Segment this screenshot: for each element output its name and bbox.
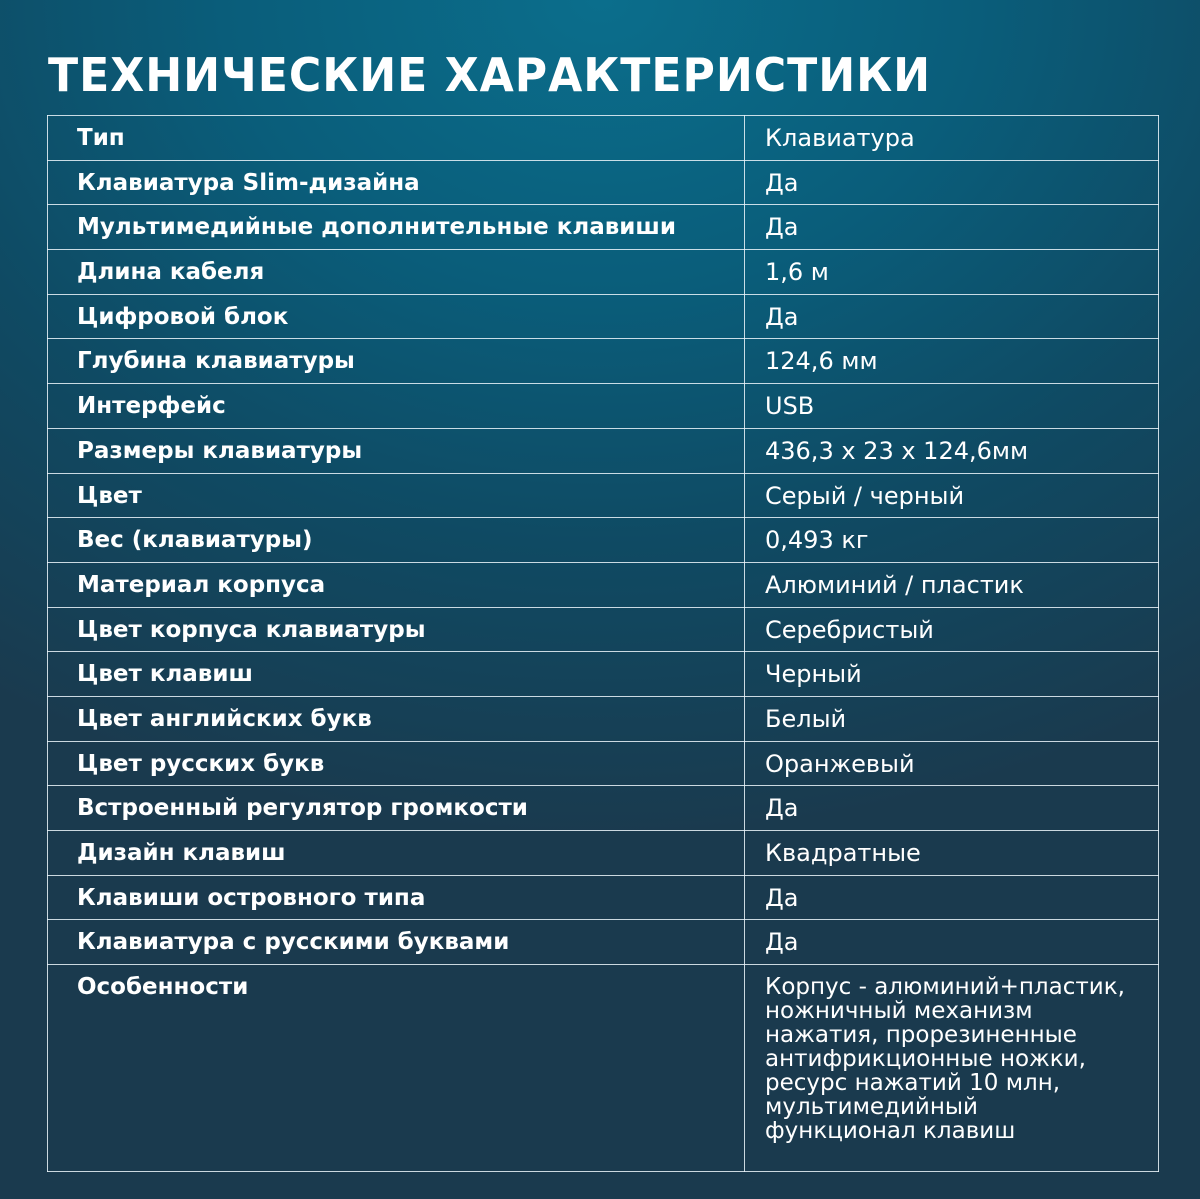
spec-value: Черный: [765, 660, 862, 689]
spec-value-cell: [745, 965, 1159, 1172]
spec-label-cell: [48, 518, 745, 563]
spec-value: Да: [765, 928, 799, 957]
spec-value: Да: [765, 883, 799, 912]
spec-value-cell: [745, 250, 1159, 295]
spec-row: [48, 339, 1159, 384]
spec-label: Клавиши островного типа: [77, 884, 426, 911]
spec-label: Глубина клавиатуры: [77, 348, 355, 375]
spec-row: [48, 786, 1159, 831]
spec-label-cell: [48, 652, 745, 697]
spec-label-cell: [48, 116, 745, 161]
spec-value: 436,3 x 23 x 124,6мм: [765, 436, 1029, 465]
spec-row: [48, 652, 1159, 697]
spec-label: Цвет корпуса клавиатуры: [77, 616, 426, 643]
spec-label-cell: [48, 920, 745, 965]
spec-row: [48, 607, 1159, 652]
spec-row: [48, 250, 1159, 295]
spec-label-cell: [48, 875, 745, 920]
spec-label-cell: [48, 428, 745, 473]
spec-row: [48, 294, 1159, 339]
spec-value-cell: [745, 741, 1159, 786]
spec-label: Дизайн клавиш: [77, 840, 286, 866]
spec-value: Серебристый: [765, 615, 934, 644]
spec-value: 0,493 кг: [765, 526, 869, 555]
spec-value-cell: [745, 428, 1159, 473]
spec-label-cell: [48, 831, 745, 876]
spec-label: Интерфейс: [77, 393, 226, 420]
spec-value: Алюминий / пластик: [765, 570, 1024, 599]
spec-value-cell: [745, 920, 1159, 965]
spec-value: Да: [765, 302, 799, 331]
spec-value: Да: [765, 794, 799, 823]
spec-value-cell: [745, 607, 1159, 652]
spec-label-cell: [48, 294, 745, 339]
spec-row: [48, 875, 1159, 920]
spec-value-cell: [745, 562, 1159, 607]
spec-label: Мультимедийные дополнительные клавиши: [77, 214, 676, 241]
spec-row: [48, 428, 1159, 473]
spec-label-cell: [48, 473, 745, 518]
spec-row: [48, 965, 1159, 1172]
spec-value: 1,6 м: [765, 258, 829, 287]
spec-value: Белый: [765, 704, 847, 733]
spec-label-cell: [48, 250, 745, 295]
spec-value: 124,6 мм: [765, 347, 878, 376]
spec-value: Да: [765, 213, 799, 242]
spec-label-cell: [48, 696, 745, 741]
spec-label: Цвет клавиш: [77, 661, 253, 688]
spec-value-cell: [745, 339, 1159, 384]
spec-row: [48, 562, 1159, 607]
spec-label: Цвет английских букв: [77, 705, 372, 732]
spec-value-cell: [745, 696, 1159, 741]
spec-label-cell: [48, 741, 745, 786]
spec-row: [48, 116, 1159, 161]
spec-label-cell: [48, 786, 745, 831]
spec-value: Квадратные: [765, 839, 921, 867]
spec-value-cell: [745, 384, 1159, 429]
spec-label: Размеры клавиатуры: [77, 437, 363, 464]
spec-label: Материал корпуса: [77, 571, 326, 598]
spec-value: Клавиатура: [765, 124, 915, 152]
spec-label-cell: [48, 965, 745, 1172]
spec-row: [48, 473, 1159, 518]
spec-row: [48, 205, 1159, 250]
spec-value-cell: [745, 518, 1159, 563]
spec-value-cell: [745, 160, 1159, 205]
spec-row: [48, 920, 1159, 965]
spec-label-cell: [48, 562, 745, 607]
spec-label: Встроенный регулятор громкости: [77, 795, 528, 822]
spec-row: [48, 696, 1159, 741]
spec-value: Оранжевый: [765, 749, 915, 778]
spec-row: [48, 831, 1159, 876]
spec-label: Цифровой блок: [77, 303, 289, 330]
spec-label: Вес (клавиатуры): [77, 527, 313, 554]
spec-value-cell: [745, 294, 1159, 339]
spec-label-cell: [48, 607, 745, 652]
spec-value: Серый / черный: [765, 481, 965, 510]
spec-value-cell: [745, 875, 1159, 920]
spec-row: [48, 160, 1159, 205]
spec-label: Цвет: [77, 482, 142, 509]
spec-value: USB: [765, 392, 815, 421]
spec-label: Тип: [77, 125, 125, 151]
spec-label: Цвет русских букв: [77, 750, 325, 777]
spec-label-cell: [48, 384, 745, 429]
spec-label-cell: [48, 339, 745, 384]
spec-value-cell: [745, 205, 1159, 250]
spec-value-cell: [745, 652, 1159, 697]
spec-label: Особенности: [77, 974, 249, 1001]
spec-value: Да: [765, 168, 799, 197]
spec-value-cell: [745, 116, 1159, 161]
spec-value-cell: [745, 831, 1159, 876]
spec-value-cell: [745, 473, 1159, 518]
spec-table: [47, 115, 1159, 1172]
spec-label-cell: [48, 160, 745, 205]
spec-label: Клавиатура Slim-дизайна: [77, 169, 420, 196]
spec-label: Клавиатура с русскими буквами: [77, 929, 510, 956]
spec-label-cell: [48, 205, 745, 250]
page-title: ТЕХНИЧЕСКИЕ ХАРАКТЕРИСТИКИ: [48, 48, 932, 102]
spec-value: Корпус - алюминий+пластик, ножничный механизм нажатия, прорезиненные антифрикционные ножки, ресурс нажатий 10 млн, мультимедийный функционал клавиш: [765, 974, 1125, 1145]
spec-value-cell: [745, 786, 1159, 831]
spec-row: [48, 741, 1159, 786]
spec-row: [48, 384, 1159, 429]
spec-row: [48, 518, 1159, 563]
spec-label: Длина кабеля: [77, 259, 265, 286]
